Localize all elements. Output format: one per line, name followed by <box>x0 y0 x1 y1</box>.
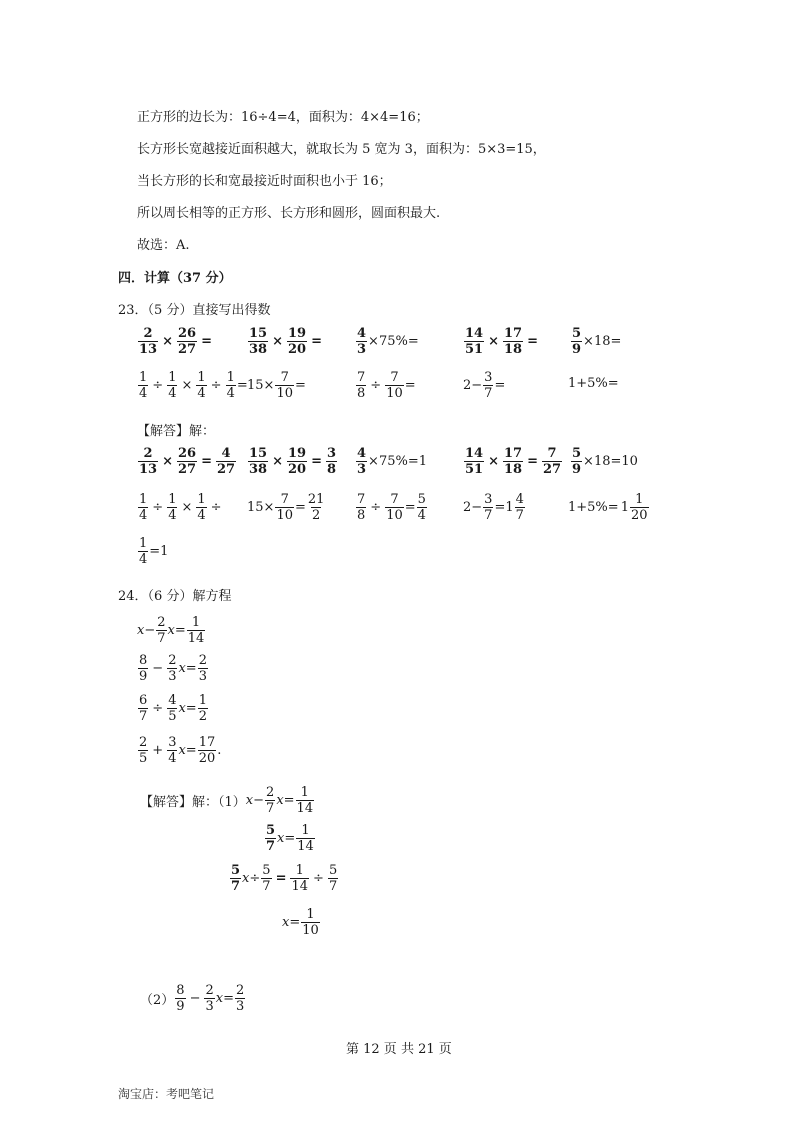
q23-answer-9: 2− $\frac{3}{7}$ = 1 $\frac{4}{7}$ <box>463 492 524 523</box>
section-title: 四．计算（37 分） <box>118 271 232 286</box>
q24-equation-4: $\frac{2}{5}$ + $\frac{3}{4}$ x= $\frac{17}{20}$ . <box>139 735 222 766</box>
page-number: 第 12 页 共 21 页 <box>346 1042 452 1057</box>
q24-solution-part-2: （2） $\frac{8}{9}$ − $\frac{2}{3}$ x= $\frac{2}{3}$ <box>140 983 245 1014</box>
q23-answer-3: $\frac{4}{3}$ ×75%=1 <box>357 446 427 477</box>
q23-problem-9: 2− $\frac{3}{7}$ = <box>463 370 506 401</box>
intro-line-5: 故选：A. <box>137 238 190 253</box>
q23-problem-2: $\frac{15}{38}$ × $\frac{19}{20}$ = <box>249 326 322 357</box>
q23-problem-7: 15× $\frac{7}{10}$ = <box>247 370 306 401</box>
intro-line-2: 长方形长宽越接近面积越大，就取长为 5 宽为 3，面积为：5×3=15， <box>137 142 546 157</box>
q23-answer-7: 15× $\frac{7}{10}$ = $\frac{21}{2}$ <box>247 492 325 523</box>
q23-answer-8: $\frac{7}{8}$ ÷ $\frac{7}{10}$ = $\frac{5}{4}$ <box>357 492 426 523</box>
q23-answer-10: 1+5%= 1 $\frac{1}{20}$ <box>568 492 648 523</box>
q23-problem-5: $\frac{5}{9}$ ×18= <box>572 326 622 357</box>
q23-problem-8: $\frac{7}{8}$ ÷ $\frac{7}{10}$ = <box>357 370 416 401</box>
q24-solution-step-1: 【解答】解：（1） x − $\frac{2}{7}$ x= $\frac{1}{14}$ <box>140 785 314 816</box>
q24-equation-3: $\frac{6}{7}$ ÷ $\frac{4}{5}$ x= $\frac{1}{2}$ <box>139 693 207 724</box>
intro-line-3: 当长方形的长和宽最接近时面积也小于 16； <box>137 174 392 189</box>
q24-equation-1: x − $\frac{2}{7}$ x= $\frac{1}{14}$ <box>137 615 205 646</box>
q23-answer-5: $\frac{5}{9}$ ×18=10 <box>572 446 638 477</box>
shop-footer: 淘宝店：考吧笔记 <box>118 1087 215 1101</box>
q23-problem-4: $\frac{14}{51}$ × $\frac{17}{18}$ = <box>465 326 538 357</box>
q24-equation-2: $\frac{8}{9}$ − $\frac{2}{3}$ x= $\frac{2}{3}$ <box>139 653 207 684</box>
q23-problem-10: 1+5%= <box>568 376 619 391</box>
q23-answer-6: $\frac{1}{4}$ ÷ $\frac{1}{4}$ × $\frac{1}{4}$ ÷ <box>139 492 222 523</box>
q23-title: 23．（5 分）直接写出得数 <box>118 303 271 318</box>
q23-problem-6: $\frac{1}{4}$ ÷ $\frac{1}{4}$ × $\frac{1}{4}$ ÷ $\frac{1}{4}$ = <box>139 370 248 401</box>
q23-answer-label: 【解答】解： <box>137 424 216 439</box>
q23-problem-1: $\frac{2}{13}$ × $\frac{26}{27}$ = <box>139 326 212 357</box>
q24-solution-step-2: $\frac{5}{7}$ x= $\frac{1}{14}$ <box>266 823 314 854</box>
q23-answer-4: $\frac{14}{51}$ × $\frac{17}{18}$ = $\frac{7}{27}$ <box>465 446 562 477</box>
q24-solution-step-3: $\frac{5}{7}$ x ÷ $\frac{5}{7}$ = $\frac{1}{14}$ ÷ $\frac{5}{7}$ <box>231 863 338 894</box>
q23-answer-1: $\frac{2}{13}$ × $\frac{26}{27}$ = $\frac{4}{27}$ <box>139 446 236 477</box>
q23-answer-6-cont: $\frac{1}{4}$ =1 <box>139 536 169 567</box>
q24-title: 24．（6 分）解方程 <box>118 589 232 604</box>
q23-answer-2: $\frac{15}{38}$ × $\frac{19}{20}$ = $\frac{3}{8}$ <box>249 446 337 477</box>
q24-solution-step-4: x= $\frac{1}{10}$ <box>282 907 319 938</box>
intro-line-4: 所以周长相等的正方形、长方形和圆形，圆面积最大. <box>137 206 441 221</box>
intro-line-1: 正方形的边长为：16÷4=4，面积为：4×4=16； <box>137 110 429 125</box>
q23-problem-3: $\frac{4}{3}$ ×75%= <box>357 326 419 357</box>
